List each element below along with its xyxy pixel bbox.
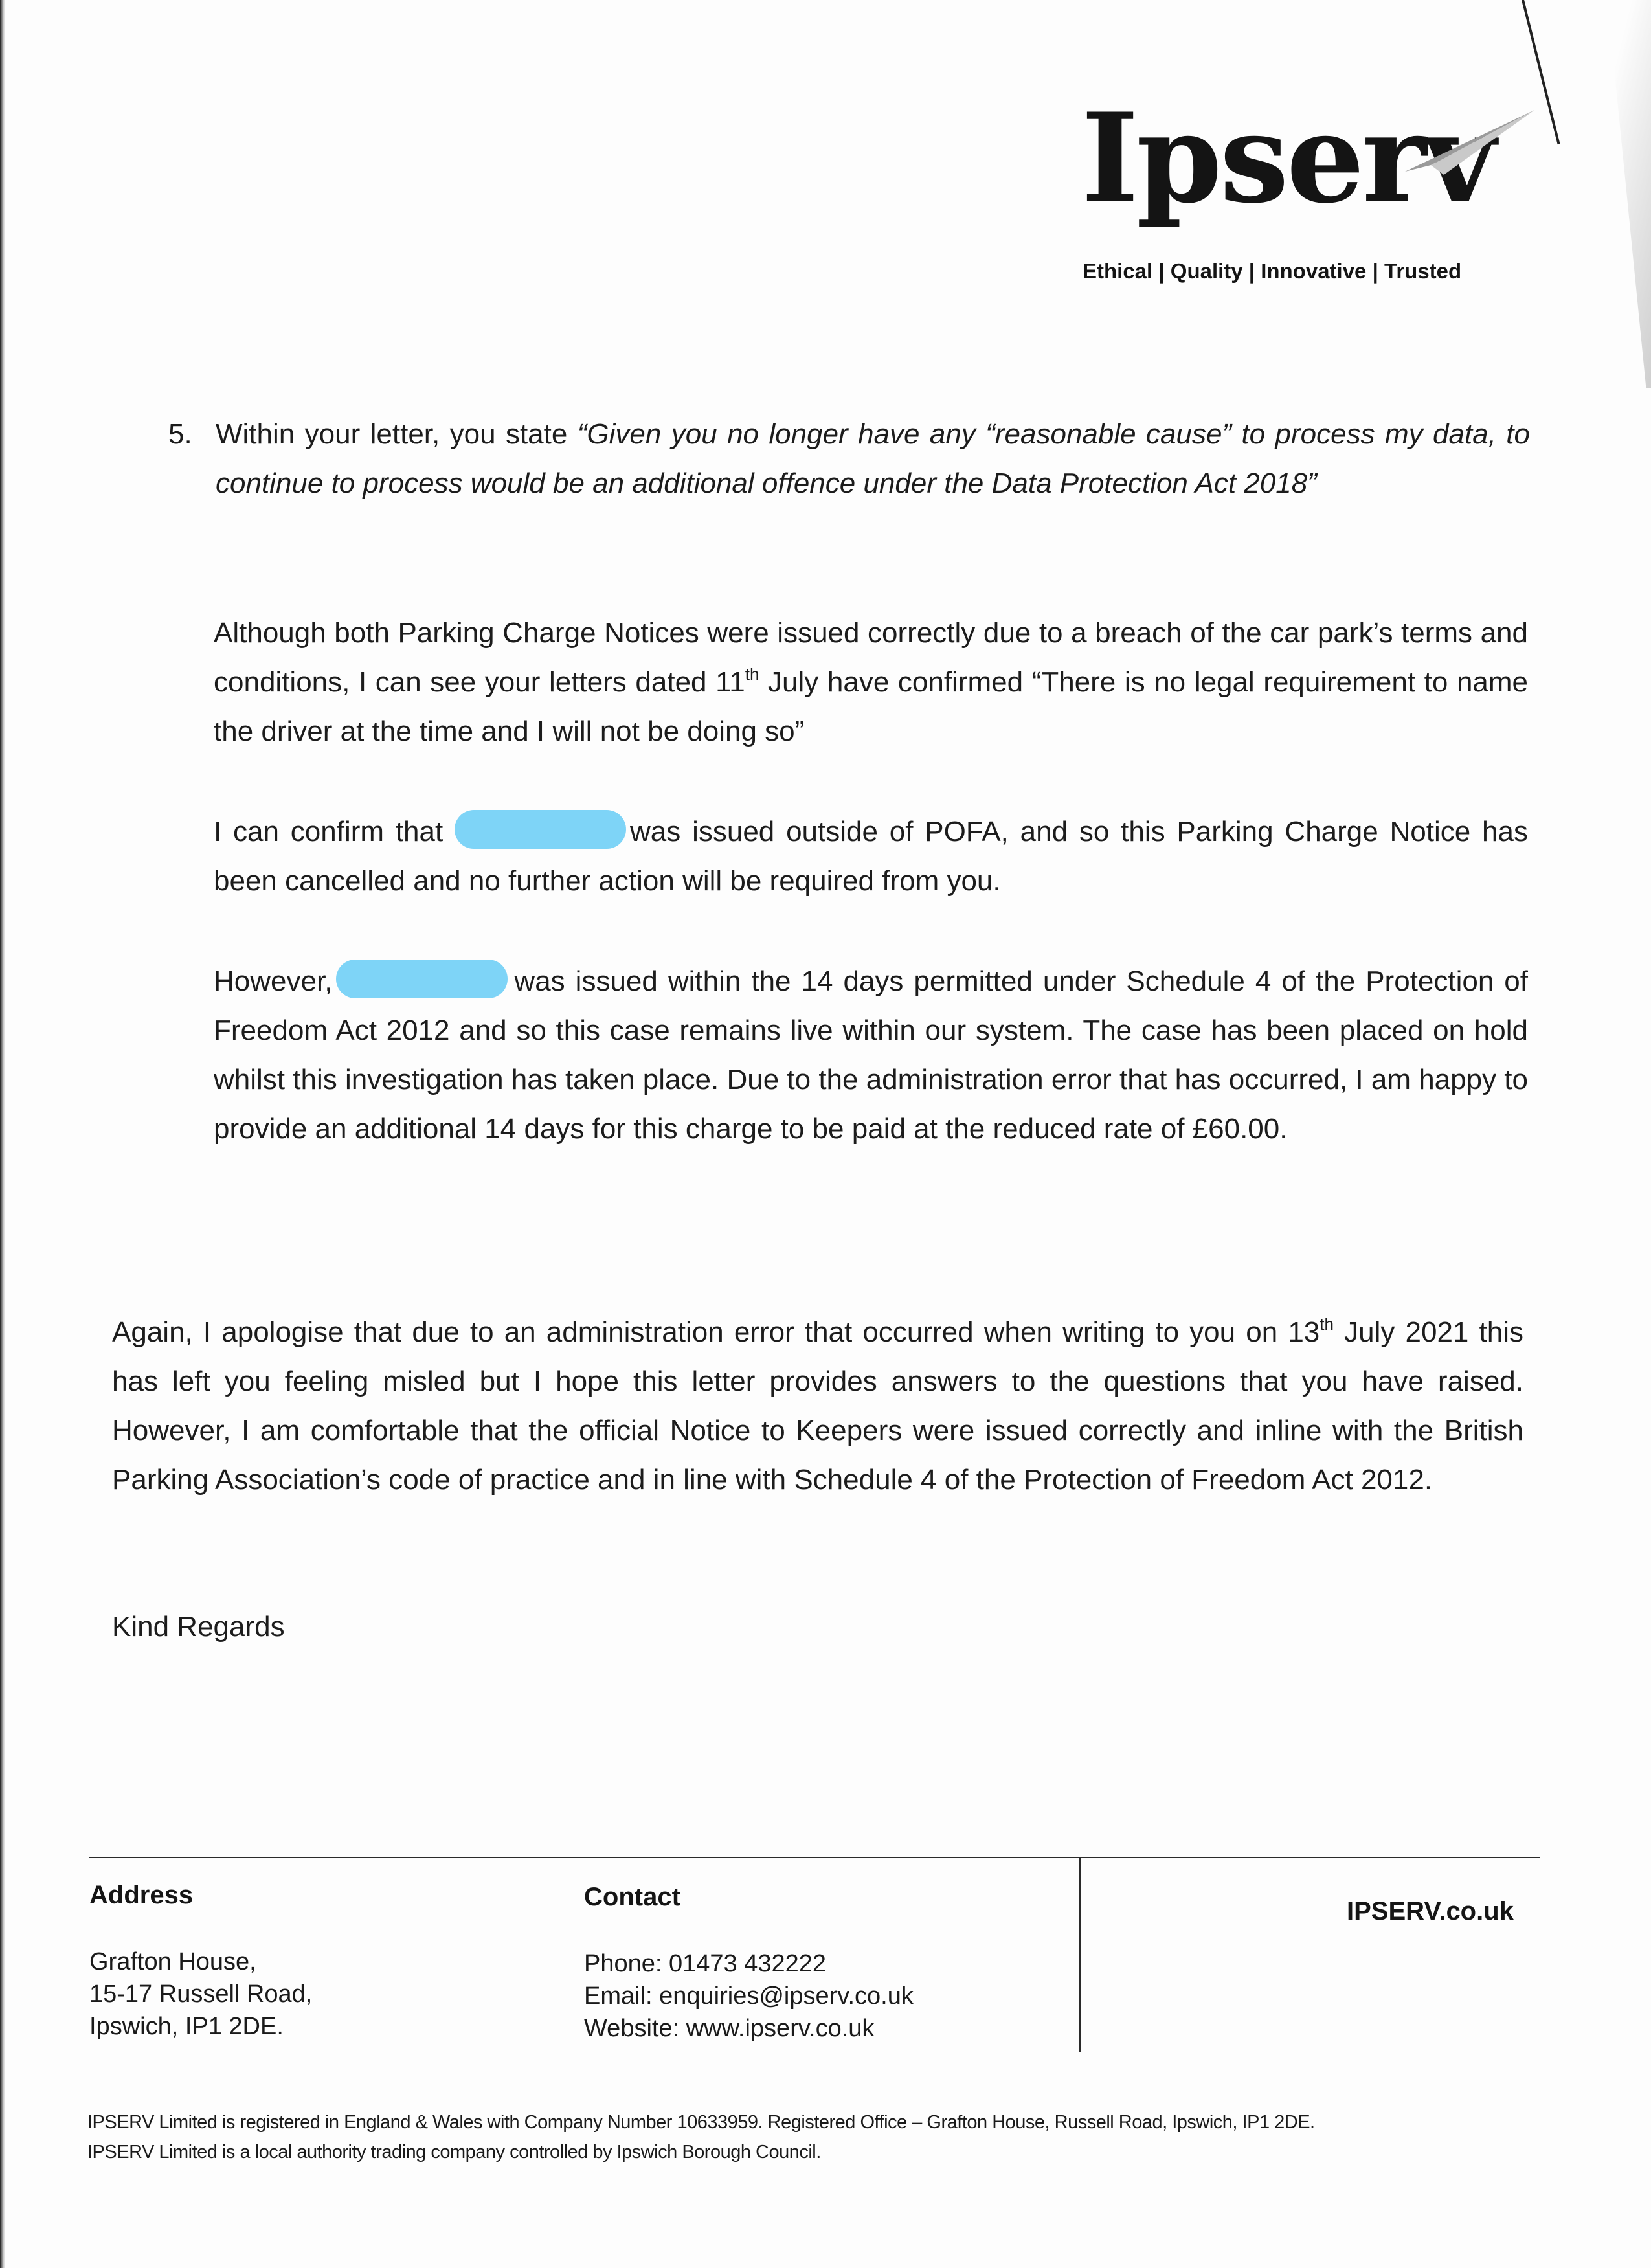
item-5-lead: Within your letter, you state bbox=[216, 418, 578, 450]
item-5-quote: “Given you no longer have any “reasonable cause” to process my data, to continue to process would be an additional offence under the Data Protection Act 2018” bbox=[216, 418, 1530, 499]
closing-sup: th bbox=[1320, 1314, 1334, 1334]
scan-edge-left bbox=[0, 0, 5, 2268]
footer-website: IPSERV.co.uk bbox=[1347, 1897, 1514, 1926]
closing-part1: Again, I apologise that due to an administration error that occurred when writing to you on 13 bbox=[112, 1316, 1320, 1348]
contact-email: Email: enquiries@ipserv.co.uk bbox=[584, 1982, 914, 2010]
redaction-mark bbox=[336, 960, 508, 998]
scan-edge-right bbox=[1554, 0, 1651, 388]
redaction-mark bbox=[455, 810, 626, 849]
para3-before: However, bbox=[214, 965, 333, 997]
address-line: Grafton House, bbox=[89, 1948, 256, 1975]
contact-website: Website: www.ipserv.co.uk bbox=[584, 2015, 875, 2042]
para2-before: I can confirm that bbox=[214, 816, 455, 848]
para1-sup: th bbox=[745, 664, 759, 684]
paragraph-notices-issued bbox=[214, 609, 1528, 756]
legal-registration: IPSERV Limited is registered in England & Wales with Company Number 10633959. Registered Office – Grafton House, Russell Road, Ipswich, IP1 2DE. bbox=[87, 2112, 1315, 2133]
legal-ownership: IPSERV Limited is a local authority trading company controlled by Ipswich Borough Council. bbox=[87, 2142, 821, 2162]
footer-contact-heading: Contact bbox=[584, 1883, 680, 1911]
footer-divider bbox=[1079, 1858, 1081, 2052]
footer-contact bbox=[584, 1948, 914, 2045]
para1-part2: July have confirmed “There is no legal requirement to name the driver at the time and I will not be doing so” bbox=[214, 666, 1529, 747]
paragraph-apology bbox=[112, 1308, 1523, 1505]
paragraph-cancelled bbox=[214, 807, 1528, 906]
item-5-text bbox=[216, 410, 1530, 508]
contact-phone: Phone: 01473 432222 bbox=[584, 1950, 827, 1977]
logo-tagline: Ethical | Quality | Innovative | Trusted bbox=[1083, 259, 1462, 283]
logo-wing-icon bbox=[1405, 110, 1534, 188]
signoff: Kind Regards bbox=[112, 1611, 285, 1643]
footer-address-heading: Address bbox=[89, 1881, 194, 1909]
paragraph-live-case bbox=[214, 957, 1528, 1154]
footer-rule bbox=[89, 1857, 1540, 1858]
footer-address bbox=[89, 1946, 312, 2043]
closing-part2: July 2021 this has left you feeling misled but I hope this letter provides answers to the questions that you have raised. However, I am comfortable that the official Notice to Keepers were issued correctly and inline with the British Parking Association’s code of practice and in line with Schedule 4 of the Protection of Freedom Act 2012. bbox=[112, 1316, 1524, 1496]
para2-after: was issued outside of POFA, and so this Parking Charge Notice has been cancelled and no further action will be required from you. bbox=[214, 816, 1528, 897]
para1-part1: Although both Parking Charge Notices were issued correctly due to a breach of the car park’s terms and conditions, I can see your letters dated 11 bbox=[214, 617, 1528, 698]
address-line: Ipswich, IP1 2DE. bbox=[89, 2013, 284, 2040]
para3-after: was issued within the 14 days permitted under Schedule 4 of the Protection of Freedom Act 2012 and so this case remains live within our system. The case has been placed on hold whilst this investigation has taken place. Due to the administration error that has occurred, I am happy to provide an additional 14 days for this charge to be paid at the reduced rate of £60.00. bbox=[214, 965, 1528, 1145]
logo-wordmark: Ipserv bbox=[1081, 86, 1494, 230]
address-line: 15-17 Russell Road, bbox=[89, 1981, 313, 2008]
item-number: 5. bbox=[168, 418, 192, 450]
